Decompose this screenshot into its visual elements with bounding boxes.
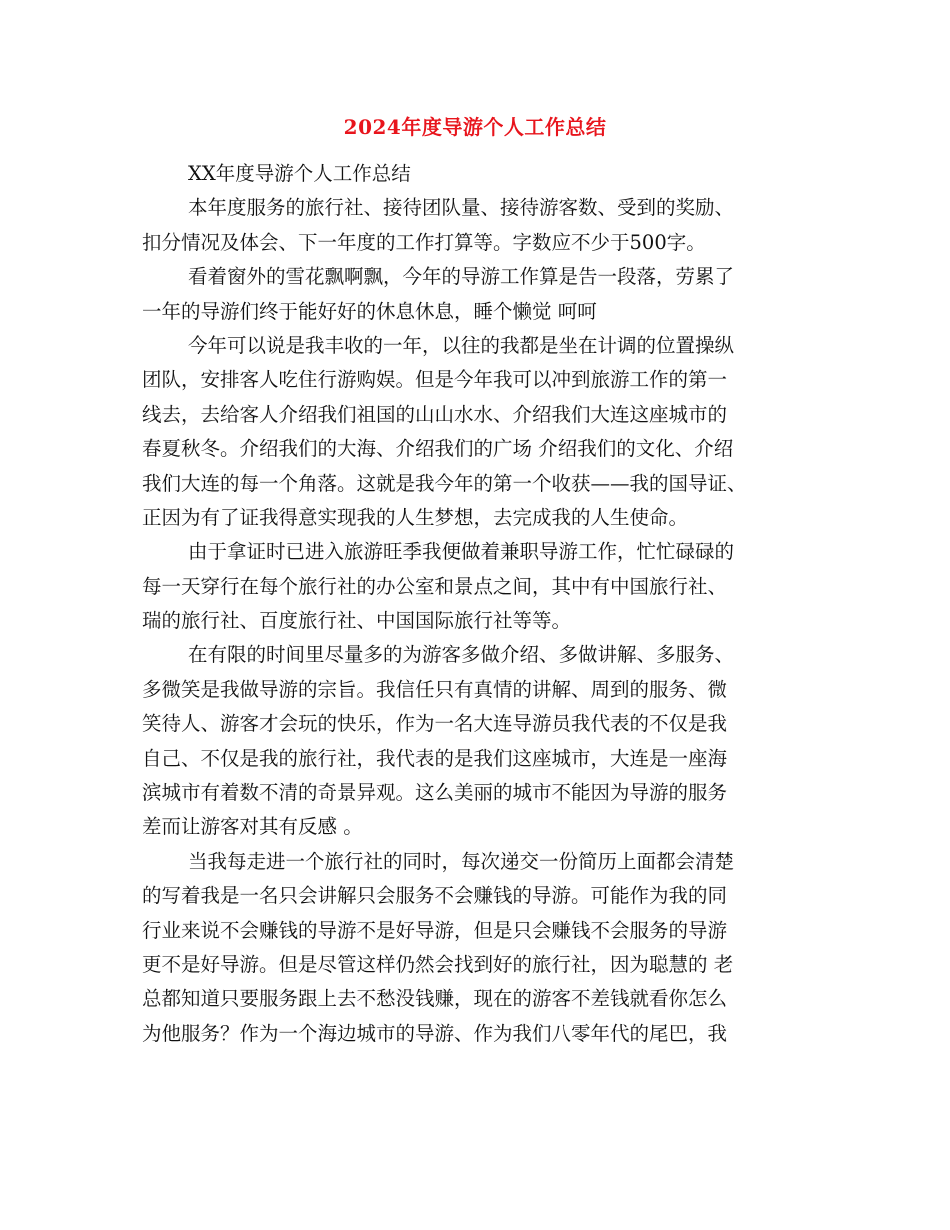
document-title: 2024年度导游个人工作总结 — [343, 115, 607, 139]
body-line: 笑待人、游客才会玩的快乐，作为一名大连导游员我代表的不仅是我 — [142, 712, 728, 736]
body-line: 当我每走进一个旅行社的同时，每次递交一份简历上面都会清楚 — [188, 849, 735, 873]
body-line: 扣分情况及体会、下一年度的工作打算等。字数应不少于500字。 — [142, 230, 706, 254]
body-line: 本年度服务的旅行社、接待团队量、接待游客数、受到的奖励、 — [188, 196, 735, 220]
body-line: 滨城市有着数不清的奇景异观。这么美丽的城市不能因为导游的服务 — [142, 781, 728, 805]
body-line: 总都知道只要服务跟上去不愁没钱赚，现在的游客不差钱就看你怎么 — [142, 987, 728, 1011]
body-line: XX年度导游个人工作总结 — [188, 162, 411, 185]
body-line: 在有限的时间里尽量多的为游客多做介绍、多做讲解、多服务、 — [188, 643, 735, 667]
body-line: 由于拿证时已进入旅游旺季我便做着兼职导游工作，忙忙碌碌的 — [188, 540, 735, 564]
body-line: 正因为有了证我得意实现我的人生梦想，去完成我的人生使命。 — [142, 505, 689, 529]
body-line: 更不是好导游。但是尽管这样仍然会找到好的旅行社，因为聪慧的 老 — [142, 952, 734, 976]
body-line: 我们大连的每一个角落。这就是我今年的第一个收获——我的国导证、 — [142, 471, 747, 495]
document-body — [142, 157, 808, 1051]
body-line: 瑞的旅行社、百度旅行社、中国国际旅行社等等。 — [142, 609, 572, 633]
body-line: 为他服务？作为一个海边城市的导游、作为我们八零年代的尾巴，我 — [142, 1021, 728, 1045]
body-line: 今年可以说是我丰收的一年，以往的我都是坐在计调的位置操纵 — [188, 333, 735, 357]
body-line: 线去，去给客人介绍我们祖国的山山水水、介绍我们大连这座城市的 — [142, 402, 728, 426]
body-line: 差而让游客对其有反感 。 — [142, 815, 363, 839]
body-line: 春夏秋冬。介绍我们的大海、介绍我们的广场 介绍我们的文化、介绍 — [142, 437, 734, 461]
body-line: 多微笑是我做导游的宗旨。我信任只有真情的讲解、周到的服务、微 — [142, 677, 728, 701]
body-line: 行业来说不会赚钱的导游不是好导游，但是只会赚钱不会服务的导游 — [142, 918, 728, 942]
body-line: 一年的导游们终于能好好的休息休息，睡个懒觉 呵呵 — [142, 299, 597, 323]
body-line: 看着窗外的雪花飘啊飘，今年的导游工作算是告一段落，劳累了 — [188, 265, 735, 289]
body-line: 团队，安排客人吃住行游购娱。但是今年我可以冲到旅游工作的第一 — [142, 368, 728, 392]
body-line: 自己、不仅是我的旅行社，我代表的是我们这座城市，大连是一座海 — [142, 746, 728, 770]
body-line: 的写着我是一名只会讲解只会服务不会赚钱的导游。可能作为我的同 — [142, 884, 728, 908]
body-line: 每一天穿行在每个旅行社的办公室和景点之间，其中有中国旅行社、 — [142, 574, 728, 598]
